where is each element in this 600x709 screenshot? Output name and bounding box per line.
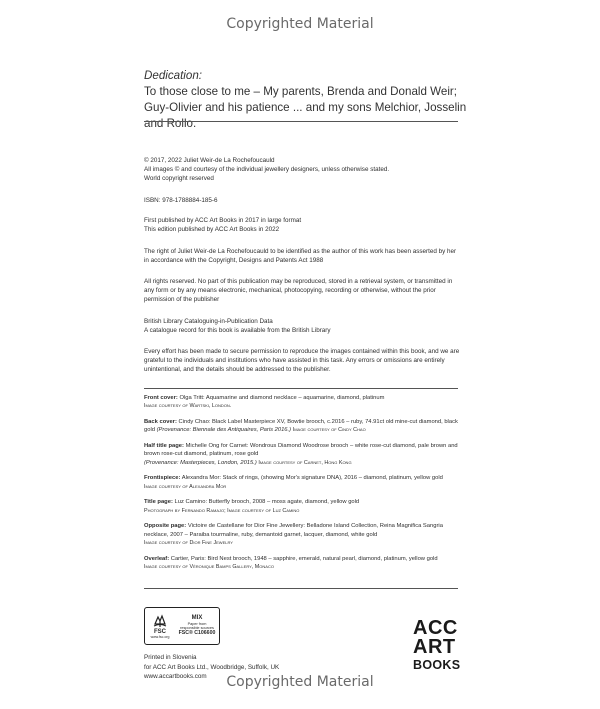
credit-overleaf: Overleaf: Cartier, Paris: Bird Nest brooch, 1948 – sapphire, emerald, natural pearl, diamond, platinum, yellow gold Image courtesy of Véronique Bamps Gallery, Monaco	[144, 555, 438, 571]
credit-back-cover: Back cover: Cindy Chao: Black Label Masterpiece XV, Bowtie brooch, c.2016 – ruby, 74.91ct old mine-cut diamond, black gold (Provenance: Biennale des Antiquaires, Paris 2016.) Image courtesy of Cindy Chao	[144, 419, 458, 434]
credit-half-title-page: Half title page: Michelle Ong for Carnet: Wondrous Diamond Woodrose brooch – white rose-cut diamond, pale brown and brown rose-cut diamond, platinum, rose gold (Provenance: Masterpieces, London, 2015.) Image courtesy of Carnet, Hong Kong	[144, 443, 458, 466]
fsc-mix: MIX	[191, 614, 203, 621]
fsc-mark-text: FSC	[154, 629, 166, 635]
publication-line-1: First published by ACC Art Books in 2017 in large format	[144, 217, 302, 224]
printed-line-1: Printed in Slovenia	[144, 654, 197, 661]
fsc-site-text: www.fsc.org	[150, 635, 170, 639]
rights-reserved-text: All rights reserved. No part of this publication may be reproduced, stored in a retrieval system, or transmitted in any form or by any means electronic, mechanical, photocopying, recording or otherwise, without the prior permission of the publisher	[144, 278, 453, 304]
dedication	[144, 68, 474, 132]
copyright-watermark-bottom: Copyrighted Material	[226, 674, 374, 690]
permission-notice	[144, 347, 460, 375]
fsc-tree-logo	[145, 608, 175, 644]
logo-line-3: BOOKS	[413, 658, 461, 672]
fsc-desc-2: responsible sources	[180, 626, 214, 630]
credit-front-cover: Front cover: Olga Tritt: Aquamarine and diamond necklace – aquamarine, diamond, platinum Image courtesy of Wartski, London.	[144, 395, 385, 410]
image-credits	[144, 394, 460, 579]
cip-line-1: British Library Cataloguing-in-Publication Data	[144, 318, 273, 325]
author-rights-text: The right of Juliet Weir-de La Rochefoucauld to be identified as the author of this work has been asserted by her in accordance with the Copyright, Designs and Patents Act 1988	[144, 248, 457, 265]
copyright-line-3: World copyright reserved	[144, 175, 214, 183]
copyright-watermark-top: Copyrighted Material	[226, 16, 374, 32]
copyright-notice	[144, 156, 460, 184]
publication-history	[144, 216, 460, 234]
divider-credits-bottom	[144, 588, 458, 589]
author-rights	[144, 247, 460, 265]
credit-frontispiece: Frontispiece: Alexandra Mor: Stack of rings, (showing Mor's signature DNA), 2016 – diamond, platinum, yellow gold Image courtesy of Alexandra Mor	[144, 475, 443, 490]
printed-line-2: for ACC Art Books Ltd., Woodbridge, Suffolk, UK	[144, 663, 280, 671]
publication-line-2: This edition published by ACC Art Books in 2022	[144, 226, 280, 234]
logo-line-1: ACC	[413, 617, 458, 639]
fsc-tree-icon	[152, 613, 168, 629]
dedication-line-1: To those close to me – My parents, Brenda and Donald Weir;	[144, 85, 457, 98]
divider-credits-top	[144, 388, 458, 389]
permission-text: Every effort has been made to secure permission to reproduce the images contained within this book, and we are grateful to the individuals and institutions who have assisted in this task. Any errors or omissions are entirely unintentional, and the details should be addressed to the publisher.	[144, 348, 460, 374]
isbn	[144, 196, 460, 205]
copyright-line-1: © 2017, 2022 Juliet Weir-de La Rochefoucauld	[144, 157, 275, 164]
cip-line-2: A catalogue record for this book is available from the British Library	[144, 327, 331, 335]
fsc-code: FSC® C106600	[178, 630, 216, 637]
copyright-line-2: All images © and courtesy of the individual jewellery designers, unless otherwise stated.	[144, 166, 390, 174]
credit-opposite-page: Opposite page: Victoire de Castellane for Dior Fine Jewellery: Belladone Island Collection, Reina Magnifica Sangria necklace, 2007 – Paraiba tourmaline, ruby, demantoid garnet, lacquer, diamond, white gold Image courtesy of Dior Fine Jewelry	[144, 523, 443, 547]
rights-reserved	[144, 277, 460, 305]
dedication-line-2: Guy-Olivier and his patience ... and my sons Melchior, Josselin and Rollo.	[144, 101, 467, 130]
fsc-text	[175, 615, 219, 637]
fsc-label	[144, 607, 220, 645]
dedication-title: Dedication:	[144, 69, 203, 82]
divider-dedication	[144, 121, 458, 122]
logo-line-2: ART	[413, 636, 456, 658]
acc-art-books-logo	[413, 619, 463, 673]
isbn-text: ISBN: 978-1788884-185-6	[144, 197, 218, 204]
cip-data	[144, 317, 460, 335]
fsc-desc-1: Paper from	[187, 621, 207, 626]
printed-line-3: www.accartbooks.com	[144, 673, 207, 680]
credit-title-page: Title page: Luz Camino: Butterfly brooch, 2008 – moss agate, diamond, yellow gold Photograph by Fernando Ramajo; Image courtesy of Luz Camino	[144, 499, 360, 514]
